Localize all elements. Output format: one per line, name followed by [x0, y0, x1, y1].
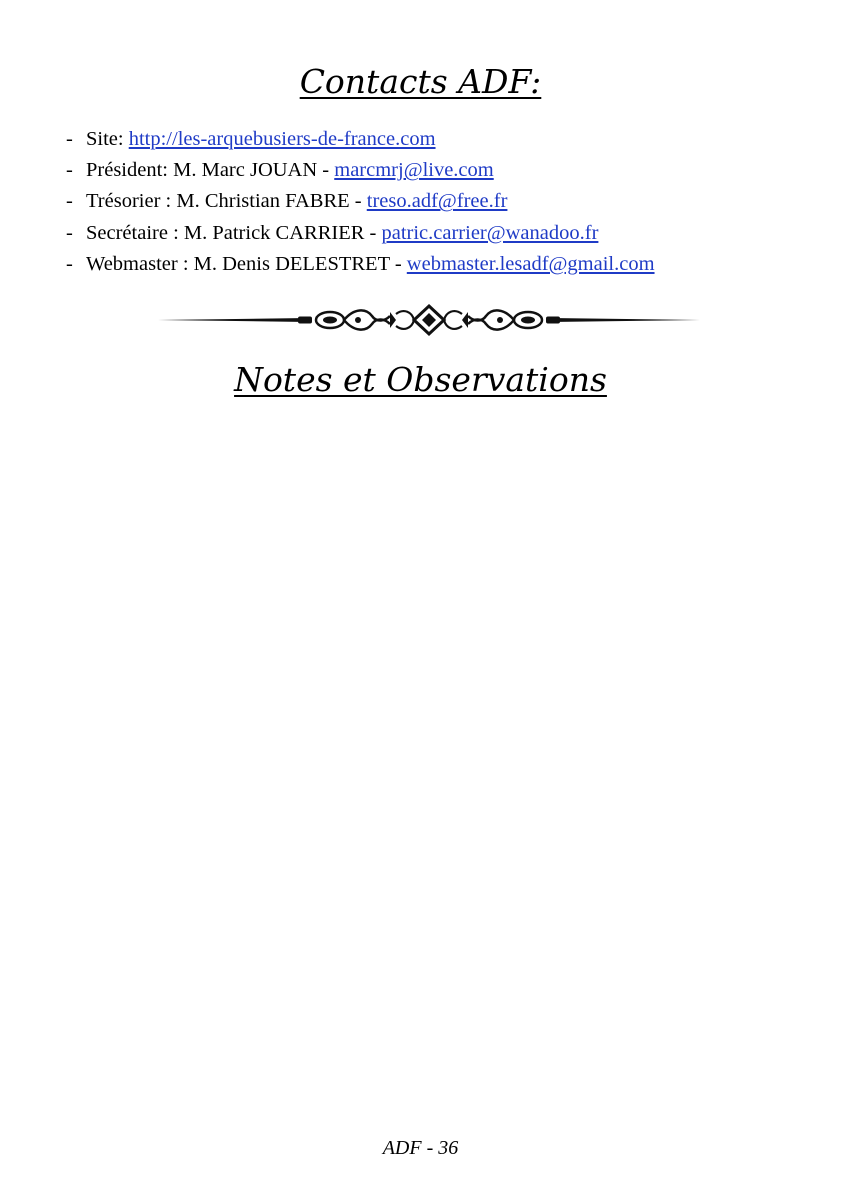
contact-label: Trésorier : M. Christian FABRE -	[86, 190, 367, 213]
contact-item-tresorier	[66, 186, 655, 217]
contact-item-president	[66, 155, 655, 186]
page-footer: ADF - 36	[382, 1137, 459, 1159]
contact-label: Président: M. Marc JOUAN -	[86, 159, 335, 182]
webmaster-email-link[interactable]: webmaster.lesadf@gmail.com	[406, 252, 655, 275]
page-title: Contacts ADF:	[299, 62, 542, 101]
contact-item-webmaster	[66, 249, 655, 280]
list-dash: -	[66, 128, 73, 150]
list-dash: -	[66, 159, 73, 182]
contact-item-site	[66, 124, 655, 155]
contact-label: Webmaster : M. Denis DELESTRET -	[86, 252, 407, 275]
site-link[interactable]: http://les-arquebusiers-de-france.com	[128, 128, 436, 150]
list-dash: -	[66, 252, 73, 275]
contact-label: Secrétaire : M. Patrick CARRIER -	[86, 221, 382, 244]
contact-list	[66, 124, 655, 280]
contact-item-secretaire	[66, 218, 655, 249]
scroll-divider-ornament-icon	[158, 302, 700, 338]
tresorier-email-link[interactable]: treso.adf@free.fr	[366, 190, 508, 213]
list-dash: -	[66, 221, 73, 244]
president-email-link[interactable]: marcmrj@live.com	[334, 159, 494, 182]
notes-title: Notes et Observations	[234, 360, 607, 399]
secretaire-email-link[interactable]: patric.carrier@wanadoo.fr	[381, 221, 599, 244]
list-dash: -	[66, 190, 73, 213]
contact-label: Site:	[86, 128, 129, 150]
